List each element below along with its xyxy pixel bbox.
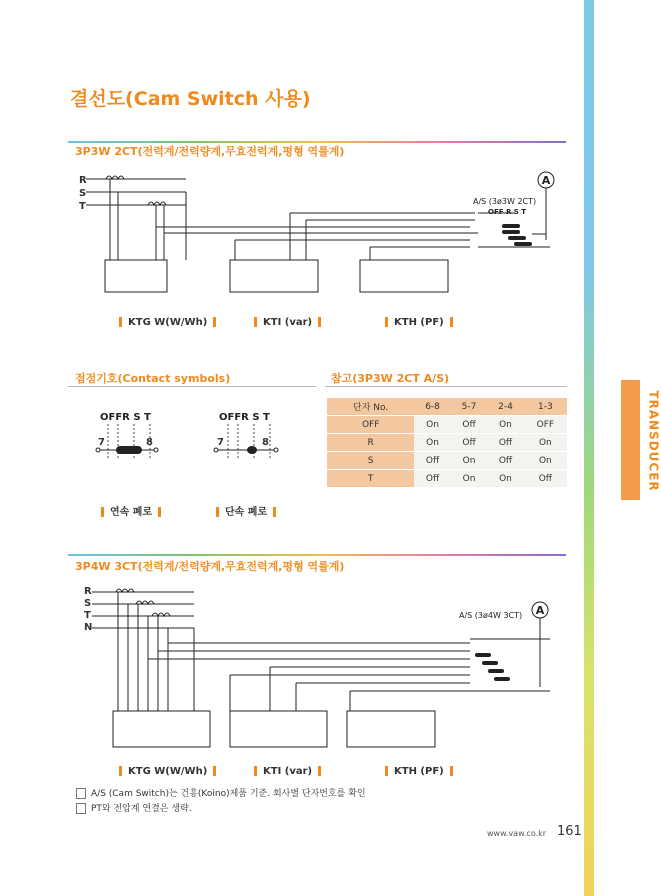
table-header-cell: 6-8 — [414, 398, 450, 416]
table-cell: On — [524, 434, 567, 452]
phase-s-label: S — [79, 188, 87, 199]
table-cell: On — [524, 452, 567, 470]
table-header-cell: 5-7 — [451, 398, 487, 416]
section3-rule — [325, 386, 567, 387]
table-cell: T — [327, 470, 414, 488]
switch-head-1: OFF R S T — [488, 208, 527, 216]
table-header-cell: 2-4 — [487, 398, 523, 416]
section4-heading: 3P4W 3CT(전력계/전력량계,무효전력계,평형 역률계) — [75, 560, 345, 573]
side-tab-label: TRANSDUCER — [646, 390, 661, 492]
switch-label-2: A/S (3ø4W 3CT) — [459, 611, 523, 620]
section3-heading: 참고(3P3W 2CT A/S) — [331, 372, 450, 385]
caption-ktg-1: KTG W(W/Wh) — [113, 317, 222, 328]
contact-left-num-1: 7 — [98, 437, 105, 448]
page-number: 161 — [557, 824, 582, 839]
table-cell: Off — [414, 452, 450, 470]
page-title: 결선도(Cam Switch 사용) — [70, 88, 311, 110]
section4-rule — [68, 554, 566, 556]
caption-kth-1: KTH (PF) — [379, 317, 459, 328]
caption-kti-1: KTI (var) — [248, 317, 327, 328]
table-cell: Off — [487, 434, 523, 452]
table-cell: On — [487, 416, 523, 434]
table-cell: OFF — [524, 416, 567, 434]
table-cell: Off — [451, 416, 487, 434]
table-row — [327, 434, 567, 452]
table-cell: On — [451, 470, 487, 488]
table-header-cell: 1-3 — [524, 398, 567, 416]
phase-t-label-2: T — [84, 610, 91, 621]
caption-intermittent: 단속 폐로 — [210, 503, 282, 518]
ammeter-icon-2: A — [535, 604, 545, 617]
section1-heading: 3P3W 2CT(전력계/전력량계,무효전력계,평형 역률계) — [75, 145, 345, 158]
symbol-head-continuous: OFFR S T — [100, 412, 151, 423]
wiring-diagram-3p4w — [70, 583, 570, 758]
table-cell: OFF — [327, 416, 414, 434]
caption-kti-2: KTI (var) — [248, 766, 327, 777]
contact-right-num-2: 8 — [262, 437, 269, 448]
side-tab — [621, 380, 640, 500]
table-row — [327, 452, 567, 470]
table-header-cell: 단자 No. — [327, 398, 414, 416]
table-cell: On — [414, 434, 450, 452]
ammeter-icon-1: A — [541, 174, 551, 187]
table-row — [327, 470, 567, 488]
table-cell: On — [414, 416, 450, 434]
note-2: PT와 전압계 연결은 생략. — [76, 801, 192, 814]
wiring-diagram-3p3w — [70, 160, 570, 310]
table-cell: On — [487, 470, 523, 488]
contact-left-num-2: 7 — [217, 437, 224, 448]
section1-rule — [68, 141, 566, 143]
table-cell: R — [327, 434, 414, 452]
note-icon — [76, 803, 86, 814]
note-icon — [76, 788, 86, 799]
switch-label-1: A/S (3ø3W 2CT) — [473, 197, 537, 206]
caption-continuous: 연속 폐로 — [95, 503, 167, 518]
note-1: A/S (Cam Switch)는 건흥(Koino)제품 기준. 회사별 단자번호를 확인 — [76, 786, 366, 799]
phase-r-label: R — [79, 175, 87, 186]
table-cell: Off — [524, 470, 567, 488]
symbol-head-intermittent: OFFR S T — [219, 412, 270, 423]
caption-kth-2: KTH (PF) — [379, 766, 459, 777]
caption-ktg-2: KTG W(W/Wh) — [113, 766, 222, 777]
phase-r-label-2: R — [84, 586, 92, 597]
table-header-row — [327, 398, 567, 416]
table-cell: S — [327, 452, 414, 470]
footer-url: www.vaw.co.kr — [487, 829, 547, 838]
phase-t-label: T — [79, 201, 86, 212]
contact-right-num-1: 8 — [146, 437, 153, 448]
table-cell: Off — [487, 452, 523, 470]
table-row — [327, 416, 567, 434]
table-cell: Off — [451, 434, 487, 452]
table-cell: On — [451, 452, 487, 470]
reference-table — [327, 398, 567, 488]
side-color-strip — [584, 0, 594, 896]
section2-heading: 접점기호(Contact symbols) — [75, 372, 231, 385]
phase-s-label-2: S — [84, 598, 92, 609]
phase-n-label-2: N — [84, 622, 93, 633]
section2-rule — [68, 386, 316, 387]
table-cell: Off — [414, 470, 450, 488]
